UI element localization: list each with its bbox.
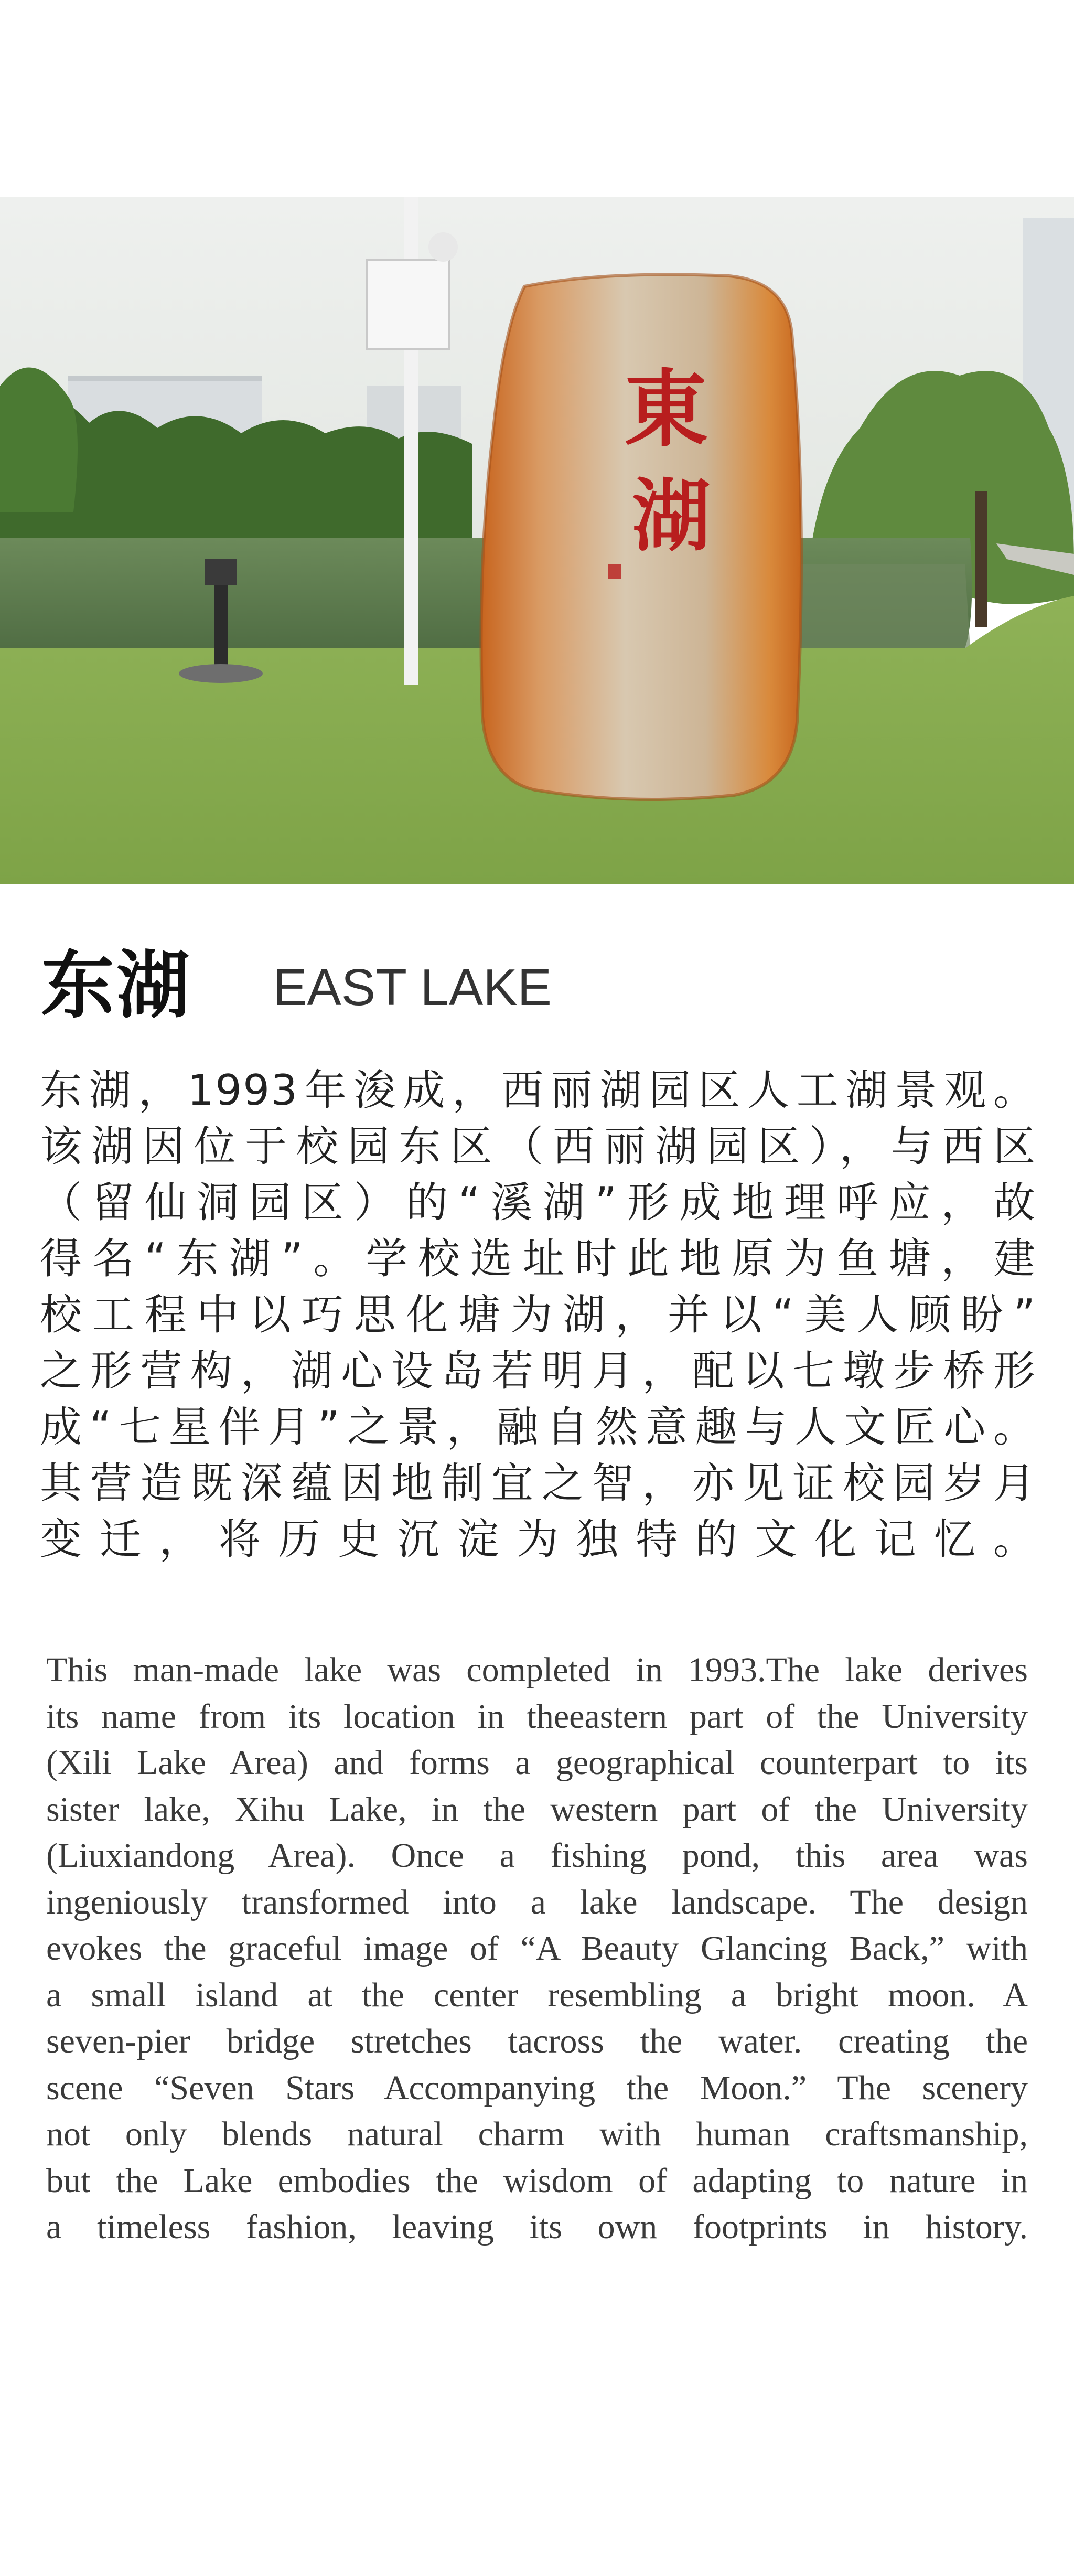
paragraph-line: 之形营构，湖心设岛若明月，配以七墩步桥形 [40, 1346, 1036, 1395]
paragraph-line: scene “Seven Stars Accompanying the Moon.” The scenery [46, 2068, 1028, 2107]
paragraph-line: sister lake, Xihu Lake, in the western part of the University [46, 1790, 1028, 1829]
paragraph-line: its name from its location in theeastern part of the University [46, 1697, 1028, 1736]
paragraph-line: evokes the graceful image of “A Beauty Glancing Back,” with [46, 1929, 1028, 1968]
paragraph-line: 该湖因位于校园东区（西丽湖园区），与西区 [40, 1122, 1036, 1171]
hero-photo [0, 197, 1074, 884]
paragraph-line: This man-made lake was completed in 1993.The lake derives [46, 1651, 1028, 1689]
description-chinese [40, 1062, 1036, 1567]
description-english [46, 1647, 1028, 2251]
paragraph-line: seven-pier bridge stretches tacross the water. creating the [46, 2022, 1028, 2060]
page-title-english: EAST LAKE [273, 958, 552, 1016]
paragraph-line: but the Lake embodies the wisdom of adapting to nature in [46, 2161, 1028, 2200]
page-title-chinese: 东湖 [41, 943, 192, 1029]
stone-character-east: 東 [624, 360, 708, 458]
paragraph-line: 其营造既深蕴因地制宜之智，亦见证校园岁月 [40, 1459, 1036, 1508]
paragraph-line: a small island at the center resembling a bright moon. A [46, 1975, 1028, 2014]
paragraph-line: (Liuxiandong Area). Once a fishing pond, this area was [46, 1836, 1028, 1875]
stone-character-lake: 湖 [631, 470, 711, 562]
paragraph-line: not only blends natural charm with human craftsmanship, [46, 2115, 1028, 2153]
paragraph-line: （留仙洞园区）的“溪湖”形成地理呼应，故 [40, 1178, 1036, 1227]
lake-scene-illustration [0, 197, 1074, 884]
paragraph-line: 校工程中以巧思化塘为湖，并以“美人顾盼” [40, 1290, 1036, 1339]
paragraph-line: 变迁，将历史沉淀为独特的文化记忆。 [40, 1515, 1036, 1564]
title-row [41, 944, 1037, 1028]
paragraph-line: a timeless fashion, leaving its own footprints in history. [46, 2208, 1028, 2246]
paragraph-line: 得名“东湖”。学校选址时此地原为鱼塘，建 [40, 1234, 1036, 1283]
seal-mark [608, 564, 621, 579]
paragraph-line: 东湖，1993年浚成，西丽湖园区人工湖景观。 [40, 1066, 1036, 1115]
paragraph-line: 成“七星伴月”之景，融自然意趣与人文匠心。 [40, 1403, 1036, 1451]
paragraph-line: ingeniously transformed into a lake landscape. The design [46, 1883, 1028, 1921]
paragraph-line: (Xili Lake Area) and forms a geographical counterpart to its [46, 1744, 1028, 1782]
